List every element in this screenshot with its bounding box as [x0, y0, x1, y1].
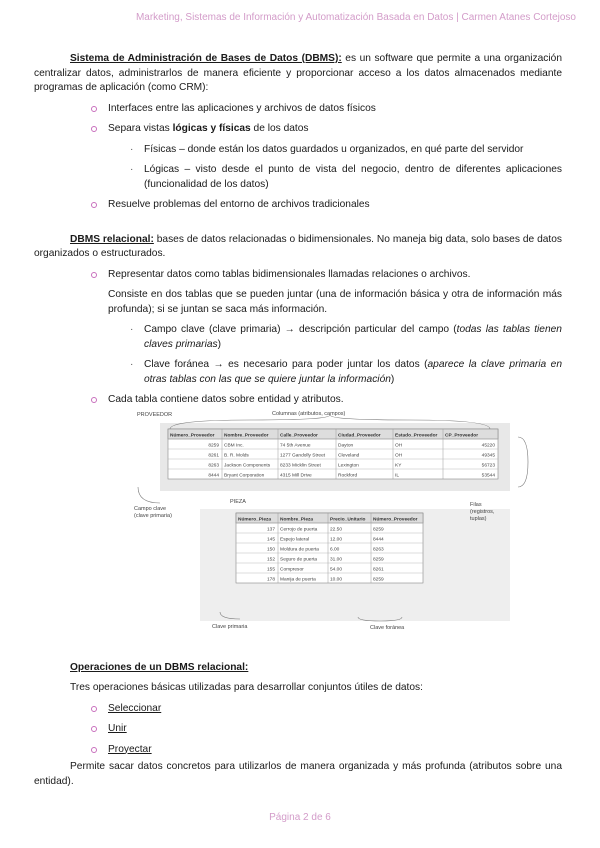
list-item: Separa vistas lógicas y físicas de los datos — [34, 122, 562, 137]
supplier-table-cell: KY — [395, 463, 402, 469]
operations-closing: Permite sacar datos concretos para utilizarlos de manera organizada y más profunda (atributos sobre una entidad). — [34, 761, 562, 787]
part-table-cell: Moldura de puerta — [280, 547, 319, 553]
part-table-cell: 8444 — [373, 537, 384, 543]
supplier-table — [168, 429, 498, 479]
part-table-cell: 6.00 — [330, 547, 340, 553]
supplier-table-cell: 4315 Mill Drive — [280, 473, 312, 479]
part-table-header-cell: Número_Pieza — [238, 517, 272, 523]
primary-key-label-bottom: (clave primaria) — [134, 513, 172, 519]
part-table-header-cell: Número_Proveedor — [373, 517, 418, 523]
supplier-table-cell: Rockford — [338, 473, 358, 479]
part-table — [236, 513, 423, 583]
columns-label: Columnas (atributos, campos) — [272, 411, 346, 417]
list-item: Representar datos como tablas bidimensionales llamadas relaciones o archivos. — [34, 268, 562, 283]
operations-list — [34, 702, 562, 758]
supplier-table-cell: 74 5th Avenue — [280, 443, 311, 449]
supplier-table-cell: 8233 Micklin Street — [280, 463, 321, 469]
part-table-cell: 12.00 — [330, 537, 343, 543]
rows-label-1: Filas — [470, 502, 482, 508]
part-table-cell: 8261 — [373, 567, 384, 573]
list-item: Proyectar — [34, 743, 562, 758]
part-table-cell: 8259 — [373, 557, 384, 563]
supplier-table-cell: Lexington — [338, 463, 359, 469]
list-item: · Físicas – donde están los datos guardados u organizados, en qué parte del servidor — [34, 143, 562, 158]
supplier-table-header-cell: Calle_Proveedor — [280, 433, 318, 439]
supplier-table-header-cell: Ciudad_Proveedor — [338, 433, 381, 439]
part-table-cell: Seguro de puerta — [280, 557, 318, 563]
part-table-cell: 8263 — [373, 547, 384, 553]
supplier-table-cell: 45220 — [481, 443, 495, 449]
supplier-table-cell: 8259 — [208, 443, 219, 449]
primary-key-label: Clave primaria — [212, 624, 248, 630]
supplier-table-header-cell: Nombre_Proveedor — [224, 433, 269, 439]
table1-name: PROVEEDOR — [137, 412, 173, 418]
part-table-cell: 31.00 — [330, 557, 343, 563]
foreign-key-label: Clave foránea — [370, 625, 405, 631]
part-table-cell: 155 — [266, 567, 275, 573]
supplier-table-header-cell: CP_Proveedor — [445, 433, 479, 439]
list-item: Cada tabla contiene datos sobre entidad y atributos. — [34, 393, 562, 408]
relational-bullets-2 — [34, 393, 562, 408]
table2-name: PIEZA — [230, 499, 246, 505]
part-table-cell: Espejo lateral — [280, 537, 310, 543]
part-table-cell: 22.50 — [330, 527, 343, 533]
supplier-table-cell: 49345 — [481, 453, 495, 459]
rows-label-2: (registros, — [470, 509, 495, 515]
page-content — [34, 46, 562, 789]
list-item: · Clave foránea → es necesario para poder juntar los datos (aparece la clave primaria en otras tablas con las que se quiere juntar la información) — [34, 358, 562, 387]
list-item: · Lógicas – visto desde el punto de vista del negocio, dentro de diferentes aplicaciones (funcionalidad de los datos) — [34, 163, 562, 192]
supplier-table-cell: OH — [395, 443, 403, 449]
list-item: Unir — [34, 722, 562, 737]
list-item: Interfaces entre las aplicaciones y archivos de datos físicos — [34, 102, 562, 117]
supplier-table-cell: 56723 — [481, 463, 495, 469]
part-table-cell: 8259 — [373, 527, 384, 533]
supplier-table-header-cell: Número_Proveedor — [170, 433, 215, 439]
part-table-header-cell: Precio_Unitario — [330, 517, 366, 523]
supplier-table-cell: 8261 — [208, 453, 219, 459]
dbms-bullets — [34, 102, 562, 137]
supplier-table-cell: 8263 — [208, 463, 219, 469]
list-item: Seleccionar — [34, 702, 562, 717]
operations-intro: Tres operaciones básicas utilizadas para desarrollar conjuntos útiles de datos: — [70, 682, 423, 693]
primary-key-label-top: Campo clave — [134, 506, 167, 512]
part-table-cell: Compresor — [280, 567, 304, 573]
relational-definition: DBMS relacional: bases de datos relacionadas o bidimensionales. No maneja big data, solo bases de datos organizados o estructurados. — [34, 233, 562, 259]
supplier-table-cell: Bryant Corporation — [224, 473, 265, 479]
part-table-cell: 152 — [266, 557, 275, 563]
part-table-header-cell: Nombre_Pieza — [280, 517, 314, 523]
supplier-table-cell: CBM Inc. — [224, 443, 244, 449]
part-table-cell: 150 — [266, 547, 275, 553]
supplier-table-header-cell: Estado_Proveedor — [395, 433, 438, 439]
tables-explanation: Consiste en dos tablas que se pueden juntar (una de información básica y otra de información más profunda); si se juntan se saca más información. — [108, 289, 562, 315]
views-sublist — [34, 143, 562, 193]
part-table-cell: Cerrojo de puerta — [280, 527, 318, 533]
part-table-cell: 178 — [266, 577, 275, 583]
part-table-cell: 8259 — [373, 577, 384, 583]
rows-label-3: tuplas) — [470, 516, 487, 522]
operations-title: Operaciones de un DBMS relacional: — [70, 661, 249, 673]
supplier-table-cell: OH — [395, 453, 403, 459]
part-table-cell: 54.00 — [330, 567, 343, 573]
dbms-bullets-2 — [34, 198, 562, 213]
relational-term: DBMS relacional: — [70, 233, 154, 245]
dbms-definition: Sistema de Administración de Bases de Datos (DBMS): es un software que permite a una organización centralizar datos, administrarlos de manera eficiente y proporcionar acceso a los datos almacenados mediante programas de aplicación (como CRM): — [34, 53, 563, 93]
relational-bullets — [34, 268, 562, 283]
part-table-cell: 137 — [266, 527, 275, 533]
supplier-table-cell: 53544 — [481, 473, 495, 479]
page-header: Marketing, Sistemas de Información y Automatización Basada en Datos | Carmen Atanes Cortejoso — [135, 12, 576, 23]
relational-tables-figure — [130, 407, 536, 632]
supplier-table-cell: Cleveland — [338, 453, 360, 459]
supplier-table-cell: 8444 — [208, 473, 219, 479]
part-table-cell: Manija de puerta — [280, 577, 316, 583]
dbms-term: Sistema de Administración de Bases de Datos (DBMS): — [70, 53, 342, 64]
page-footer: Página 2 de 6 — [269, 812, 331, 823]
supplier-table-cell: 1277 Gandolly Street — [280, 453, 326, 459]
supplier-table-cell: Dayton — [338, 443, 354, 449]
list-item: Resuelve problemas del entorno de archivos tradicionales — [34, 198, 562, 213]
part-table-cell: 145 — [266, 537, 275, 543]
keys-sublist — [34, 323, 562, 387]
list-item: · Campo clave (clave primaria) → descripción particular del campo (todas las tablas tienen claves primarias) — [34, 323, 562, 352]
part-table-cell: 10.00 — [330, 577, 343, 583]
supplier-table-cell: IL — [395, 473, 400, 479]
supplier-table-cell: B. R. Molds — [224, 453, 249, 459]
supplier-table-cell: Jackson Components — [224, 463, 271, 469]
